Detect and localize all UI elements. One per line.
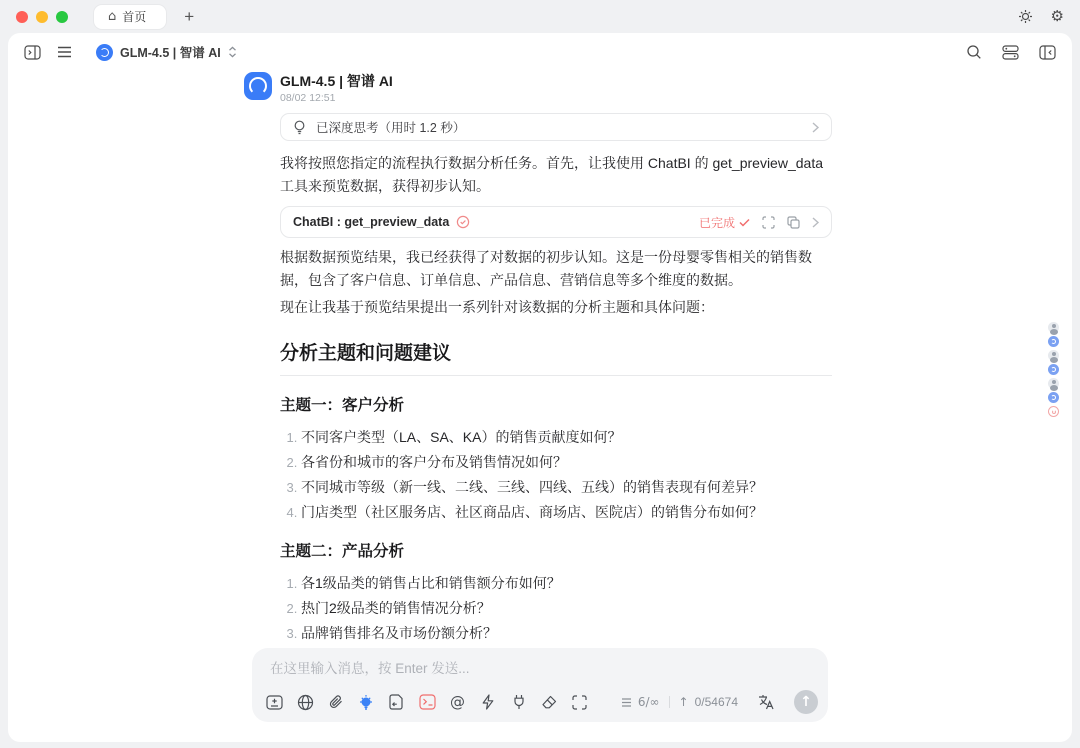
search-icon[interactable]: [966, 44, 982, 60]
settings-gear-icon[interactable]: ⚙: [1050, 7, 1064, 25]
history-list-icon[interactable]: [1002, 45, 1019, 60]
counter-divider: [669, 696, 670, 708]
list-item: 1. 不同客户类型（LA、SA、KA）的销售贡献度如何？: [301, 427, 832, 447]
assistant-paragraph: 现在让我基于预览结果提出一系列针对该数据的分析主题和具体问题：: [280, 299, 714, 315]
fullscreen-icon[interactable]: [570, 693, 589, 712]
list-item: 1. 各1级品类的销售占比和销售额分布如何？: [301, 573, 832, 593]
send-button[interactable]: ↑: [794, 690, 818, 714]
chat-thread: [280, 72, 832, 681]
assistant-paragraph: 我将按照您指定的流程执行数据分析任务。首先，让我使用 ChatBI 的 get_preview_data 工具来预览数据，获得初步认知。: [280, 155, 823, 194]
menu-icon[interactable]: [57, 46, 72, 58]
chevron-right-icon[interactable]: [812, 217, 819, 228]
chevron-right-icon: [812, 122, 819, 133]
message-timestamp: 08/02 12:51: [280, 92, 336, 104]
list-item: 2. 各省份和城市的客户分布及销售情况如何？: [301, 452, 832, 472]
message-input[interactable]: [270, 657, 810, 683]
assistant-avatar: [244, 72, 272, 100]
token-count: 0/54674: [694, 695, 738, 709]
tab-title: 首页: [122, 10, 147, 24]
minimize-window-button[interactable]: [36, 11, 48, 23]
browser-chrome: [0, 0, 1080, 33]
message-header: [280, 72, 832, 106]
app-toolbar: [8, 33, 1072, 71]
sidebar-toggle-icon[interactable]: [24, 45, 41, 60]
chevron-up-down-icon: [228, 46, 237, 58]
composer-toolbar: [265, 689, 818, 715]
token-up-arrow: ↑: [678, 695, 689, 709]
eraser-icon[interactable]: [540, 693, 559, 712]
expand-icon[interactable]: [762, 216, 775, 229]
tool-status: [699, 214, 750, 231]
list-item: 3. 不同城市等级（新一线、二线、三线、四线、五线）的销售表现有何差异？: [301, 477, 832, 497]
theme-heading: 主题一：客户分析: [280, 396, 405, 414]
minimap-user-dot[interactable]: [1048, 378, 1059, 389]
list-item: 2. 热门2级品类的销售情况分析？: [301, 598, 832, 618]
verified-badge-icon: [456, 215, 470, 229]
message-sender: GLM-4.5 | 智谱 AI: [280, 73, 393, 89]
minimap-tool-dot[interactable]: [1048, 406, 1059, 417]
lightbulb-icon: [293, 120, 306, 135]
thinking-summary-text: 已深度思考（用时 1.2 秒）: [316, 121, 466, 135]
list-item: 4. 门店类型（社区服务店、社区商品店、商场店、医院店）的销售分布如何？: [301, 502, 832, 522]
collapse-panel-icon[interactable]: [1039, 45, 1056, 60]
copy-icon[interactable]: [787, 216, 800, 229]
theme-toggle-icon[interactable]: [1018, 9, 1033, 24]
usage-counters: [621, 695, 738, 709]
model-selector-label: GLM-4.5 | 智谱 AI: [120, 46, 221, 60]
mention-at-icon[interactable]: @: [450, 692, 465, 711]
minimap-user-dot[interactable]: [1048, 322, 1059, 333]
section-title: 分析主题和问题建议: [280, 338, 832, 376]
model-logo-icon: [96, 44, 113, 61]
plugin-plug-icon[interactable]: [509, 693, 528, 712]
minimap-assistant-dot[interactable]: [1048, 392, 1059, 403]
lightning-icon[interactable]: [479, 693, 498, 712]
web-search-globe-icon[interactable]: [296, 693, 315, 712]
tool-call-label: ChatBI : get_preview_data: [293, 215, 450, 229]
minimap-assistant-dot[interactable]: [1048, 336, 1059, 347]
deep-think-lightbulb-icon[interactable]: [357, 693, 376, 712]
attachment-paperclip-icon[interactable]: [326, 693, 345, 712]
window-controls: [16, 11, 68, 23]
list-item: 3. 品牌销售排名及市场份额分析？: [301, 623, 832, 643]
message-count: 6/∞: [637, 695, 660, 709]
model-selector[interactable]: [96, 43, 237, 61]
tool-call-card[interactable]: [280, 206, 832, 238]
code-terminal-icon[interactable]: [418, 693, 437, 712]
theme-question-list: [280, 427, 832, 522]
app-window: [8, 33, 1072, 742]
zoom-window-button[interactable]: [56, 11, 68, 23]
assistant-paragraph: 根据数据预览结果，我已经获得了对数据的初步认知。这是一份母婴零售相关的销售数据，包含了客户信息、订单信息、产品信息、营销信息等多个维度的数据。: [280, 249, 812, 288]
thinking-summary-panel[interactable]: [280, 113, 832, 141]
message-minimap: [1048, 322, 1059, 417]
browser-tab[interactable]: [94, 5, 166, 29]
minimap-user-dot[interactable]: [1048, 350, 1059, 361]
home-icon: ⌂: [108, 9, 117, 24]
prompt-box-icon[interactable]: [265, 693, 284, 712]
translate-icon[interactable]: [757, 694, 775, 710]
file-page-icon[interactable]: [387, 693, 406, 712]
message-count-icon: [621, 698, 632, 707]
theme-heading: 主题二：产品分析: [280, 542, 405, 560]
message-composer: [252, 648, 828, 722]
check-icon: [739, 218, 750, 227]
close-window-button[interactable]: [16, 11, 28, 23]
minimap-assistant-dot[interactable]: [1048, 364, 1059, 375]
tool-status-text: 已完成: [698, 215, 735, 230]
new-tab-button[interactable]: +: [184, 7, 195, 26]
